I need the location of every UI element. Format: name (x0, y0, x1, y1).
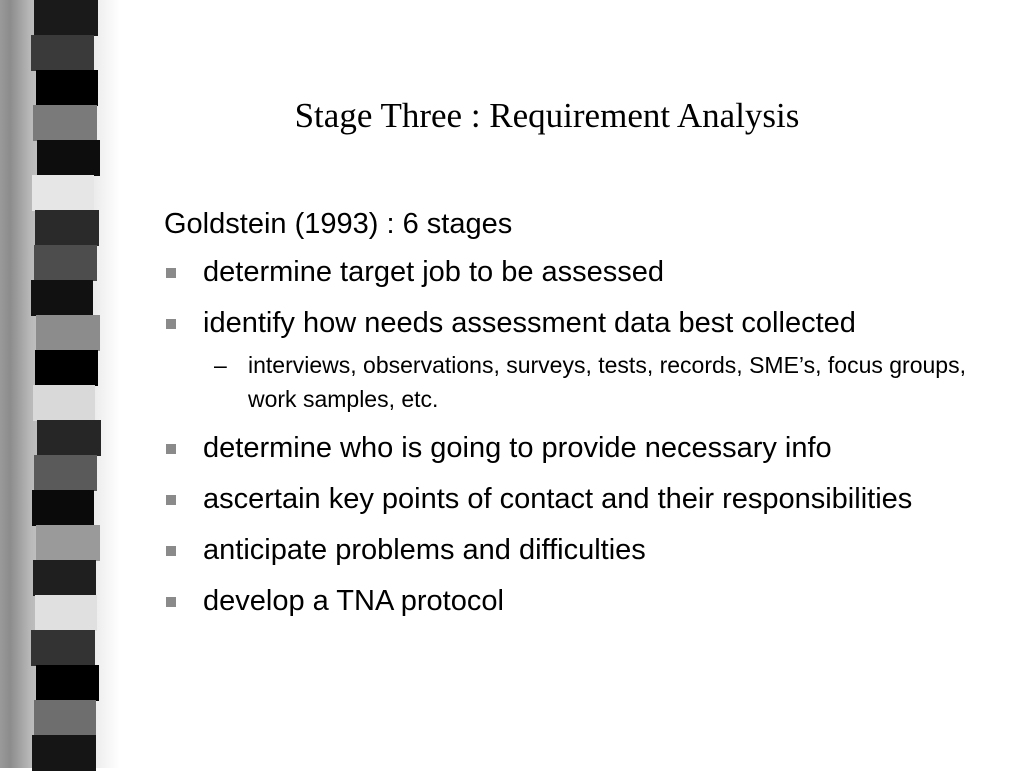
dash-bullet-icon: – (214, 352, 227, 378)
band-bar (32, 490, 94, 526)
bullet-item (164, 428, 1004, 468)
bullet-item (164, 479, 1004, 519)
band-bar (34, 700, 96, 736)
sub-bullet-text: interviews, observations, surveys, tests, records, SME’s, focus groups, work samples, etc. (248, 352, 966, 412)
bullet-text: determine who is going to provide necessary info (203, 432, 832, 464)
band-bar (31, 630, 95, 666)
bullet-item (164, 252, 1004, 292)
band-bar (33, 560, 96, 596)
band-bar (34, 455, 97, 491)
band-bar (34, 0, 98, 36)
band-bar (35, 210, 99, 246)
intro-line: Goldstein (1993) : 6 stages (164, 208, 513, 240)
band-bar (34, 245, 97, 281)
band-bar (36, 525, 100, 561)
bullet-text: ascertain key points of contact and their responsibilities (203, 483, 913, 515)
band-bar (31, 280, 93, 316)
square-bullet-icon (166, 597, 176, 607)
band-bar (37, 420, 101, 456)
band-bar (32, 735, 96, 771)
band-bar (35, 595, 97, 631)
square-bullet-icon (166, 444, 176, 454)
bullet-text: anticipate problems and difficulties (203, 534, 646, 566)
band-bar (32, 175, 94, 211)
bullet-item (164, 581, 1004, 621)
band-bar (37, 140, 100, 176)
band-bar (33, 385, 95, 421)
slide-title: Stage Three : Requirement Analysis (294, 96, 800, 135)
square-bullet-icon (166, 546, 176, 556)
bullet-item (164, 303, 1004, 343)
bullet-item (164, 530, 1004, 570)
square-bullet-icon (166, 495, 176, 505)
band-bar (35, 350, 98, 386)
square-bullet-icon (166, 319, 176, 329)
bullet-text: determine target job to be assessed (203, 256, 665, 288)
square-bullet-icon (166, 268, 176, 278)
bullet-text: develop a TNA protocol (203, 585, 504, 617)
band-bar (36, 665, 99, 701)
slide-body (164, 204, 1004, 632)
sub-bullet-item (164, 348, 1004, 416)
band-bar (36, 315, 100, 351)
bullet-text: identify how needs assessment data best collected (203, 307, 856, 339)
band-bar (31, 35, 94, 71)
